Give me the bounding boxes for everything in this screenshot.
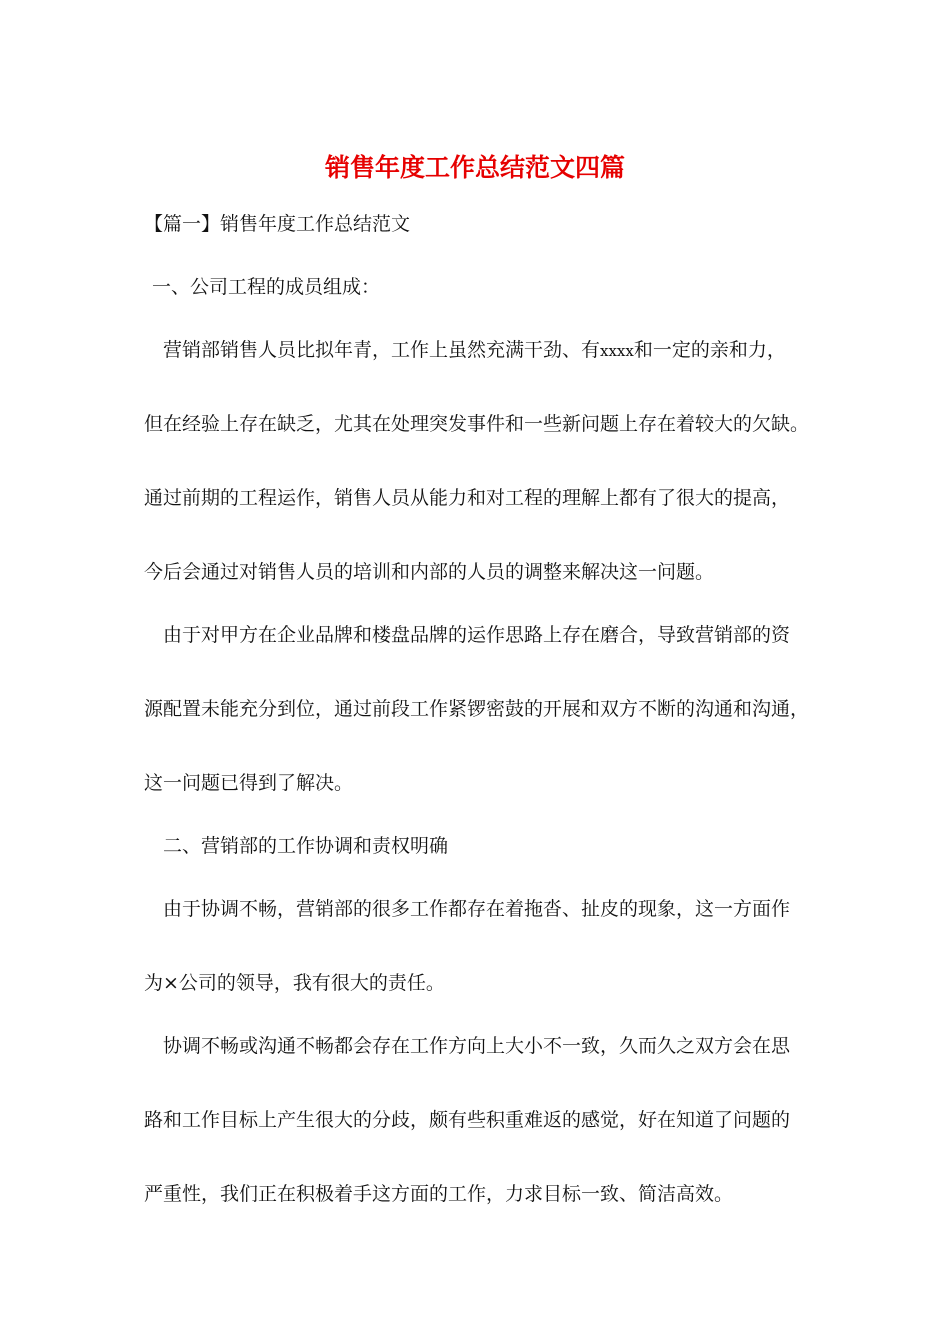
paragraph-line [144,1180,733,1208]
line-text: 由于对甲方在企业品牌和楼盘品牌的运作思路上存在磨合，导致营销部的资 [163,624,791,646]
line-text: 这一问题已得到了解决。 [144,772,354,794]
paragraph-line [163,1032,790,1060]
line-text: 为×公司的领导，我有很大的责任。 [144,972,445,994]
redacted-placeholder: xxxx [600,342,634,360]
line-text: 路和工作目标上产生很大的分歧，颇有些积重难返的感觉，好在知道了问题的 [144,1109,791,1131]
line-text: 一、公司工程的成员组成： [152,276,381,298]
line-text: 【篇一】销售年度工作总结范文 [144,213,411,235]
line-text: 通过前期的工程运作，销售人员从能力和对工程的理解上都有了很大的提高， [144,487,791,509]
paragraph-line [144,484,790,512]
paragraph-line [144,558,714,586]
paragraph-line [163,895,790,923]
line-text: 源配置未能充分到位，通过前段工作紧锣密鼓的开展和双方不断的沟通和沟通， [144,698,810,720]
paragraph-line [144,695,809,723]
paragraph-line [163,336,786,365]
line-text: 协调不畅或沟通不畅都会存在工作方向上大小不一致，久而久之双方会在思 [163,1035,791,1057]
line-text: 严重性，我们正在积极着手这方面的工作，力求目标一致、简洁高效。 [144,1183,734,1205]
paragraph-line [144,969,445,997]
paragraph-line [144,769,353,797]
paragraph-line [144,1106,790,1134]
section-heading-part-one [144,210,410,238]
line-text: 但在经验上存在缺乏，尤其在处理突发事件和一些新问题上存在着较大的欠缺。 [144,413,810,435]
line-text: 由于协调不畅，营销部的很多工作都存在着拖沓、扯皮的现象，这一方面作 [163,898,791,920]
section-heading-1 [152,273,380,301]
line-text: 二、营销部的工作协调和责权明确 [163,835,449,857]
paragraph-line [163,621,790,649]
paragraph-line [144,410,809,438]
line-text: 营销部销售人员比拟年青，工作上虽然充满干劲、有 [163,339,601,361]
line-text: 今后会通过对销售人员的培训和内部的人员的调整来解决这一问题。 [144,561,715,583]
document-title: 销售年度工作总结范文四篇 [324,153,625,182]
line-text: 和一定的亲和力， [633,339,786,361]
section-heading-2 [163,832,448,860]
